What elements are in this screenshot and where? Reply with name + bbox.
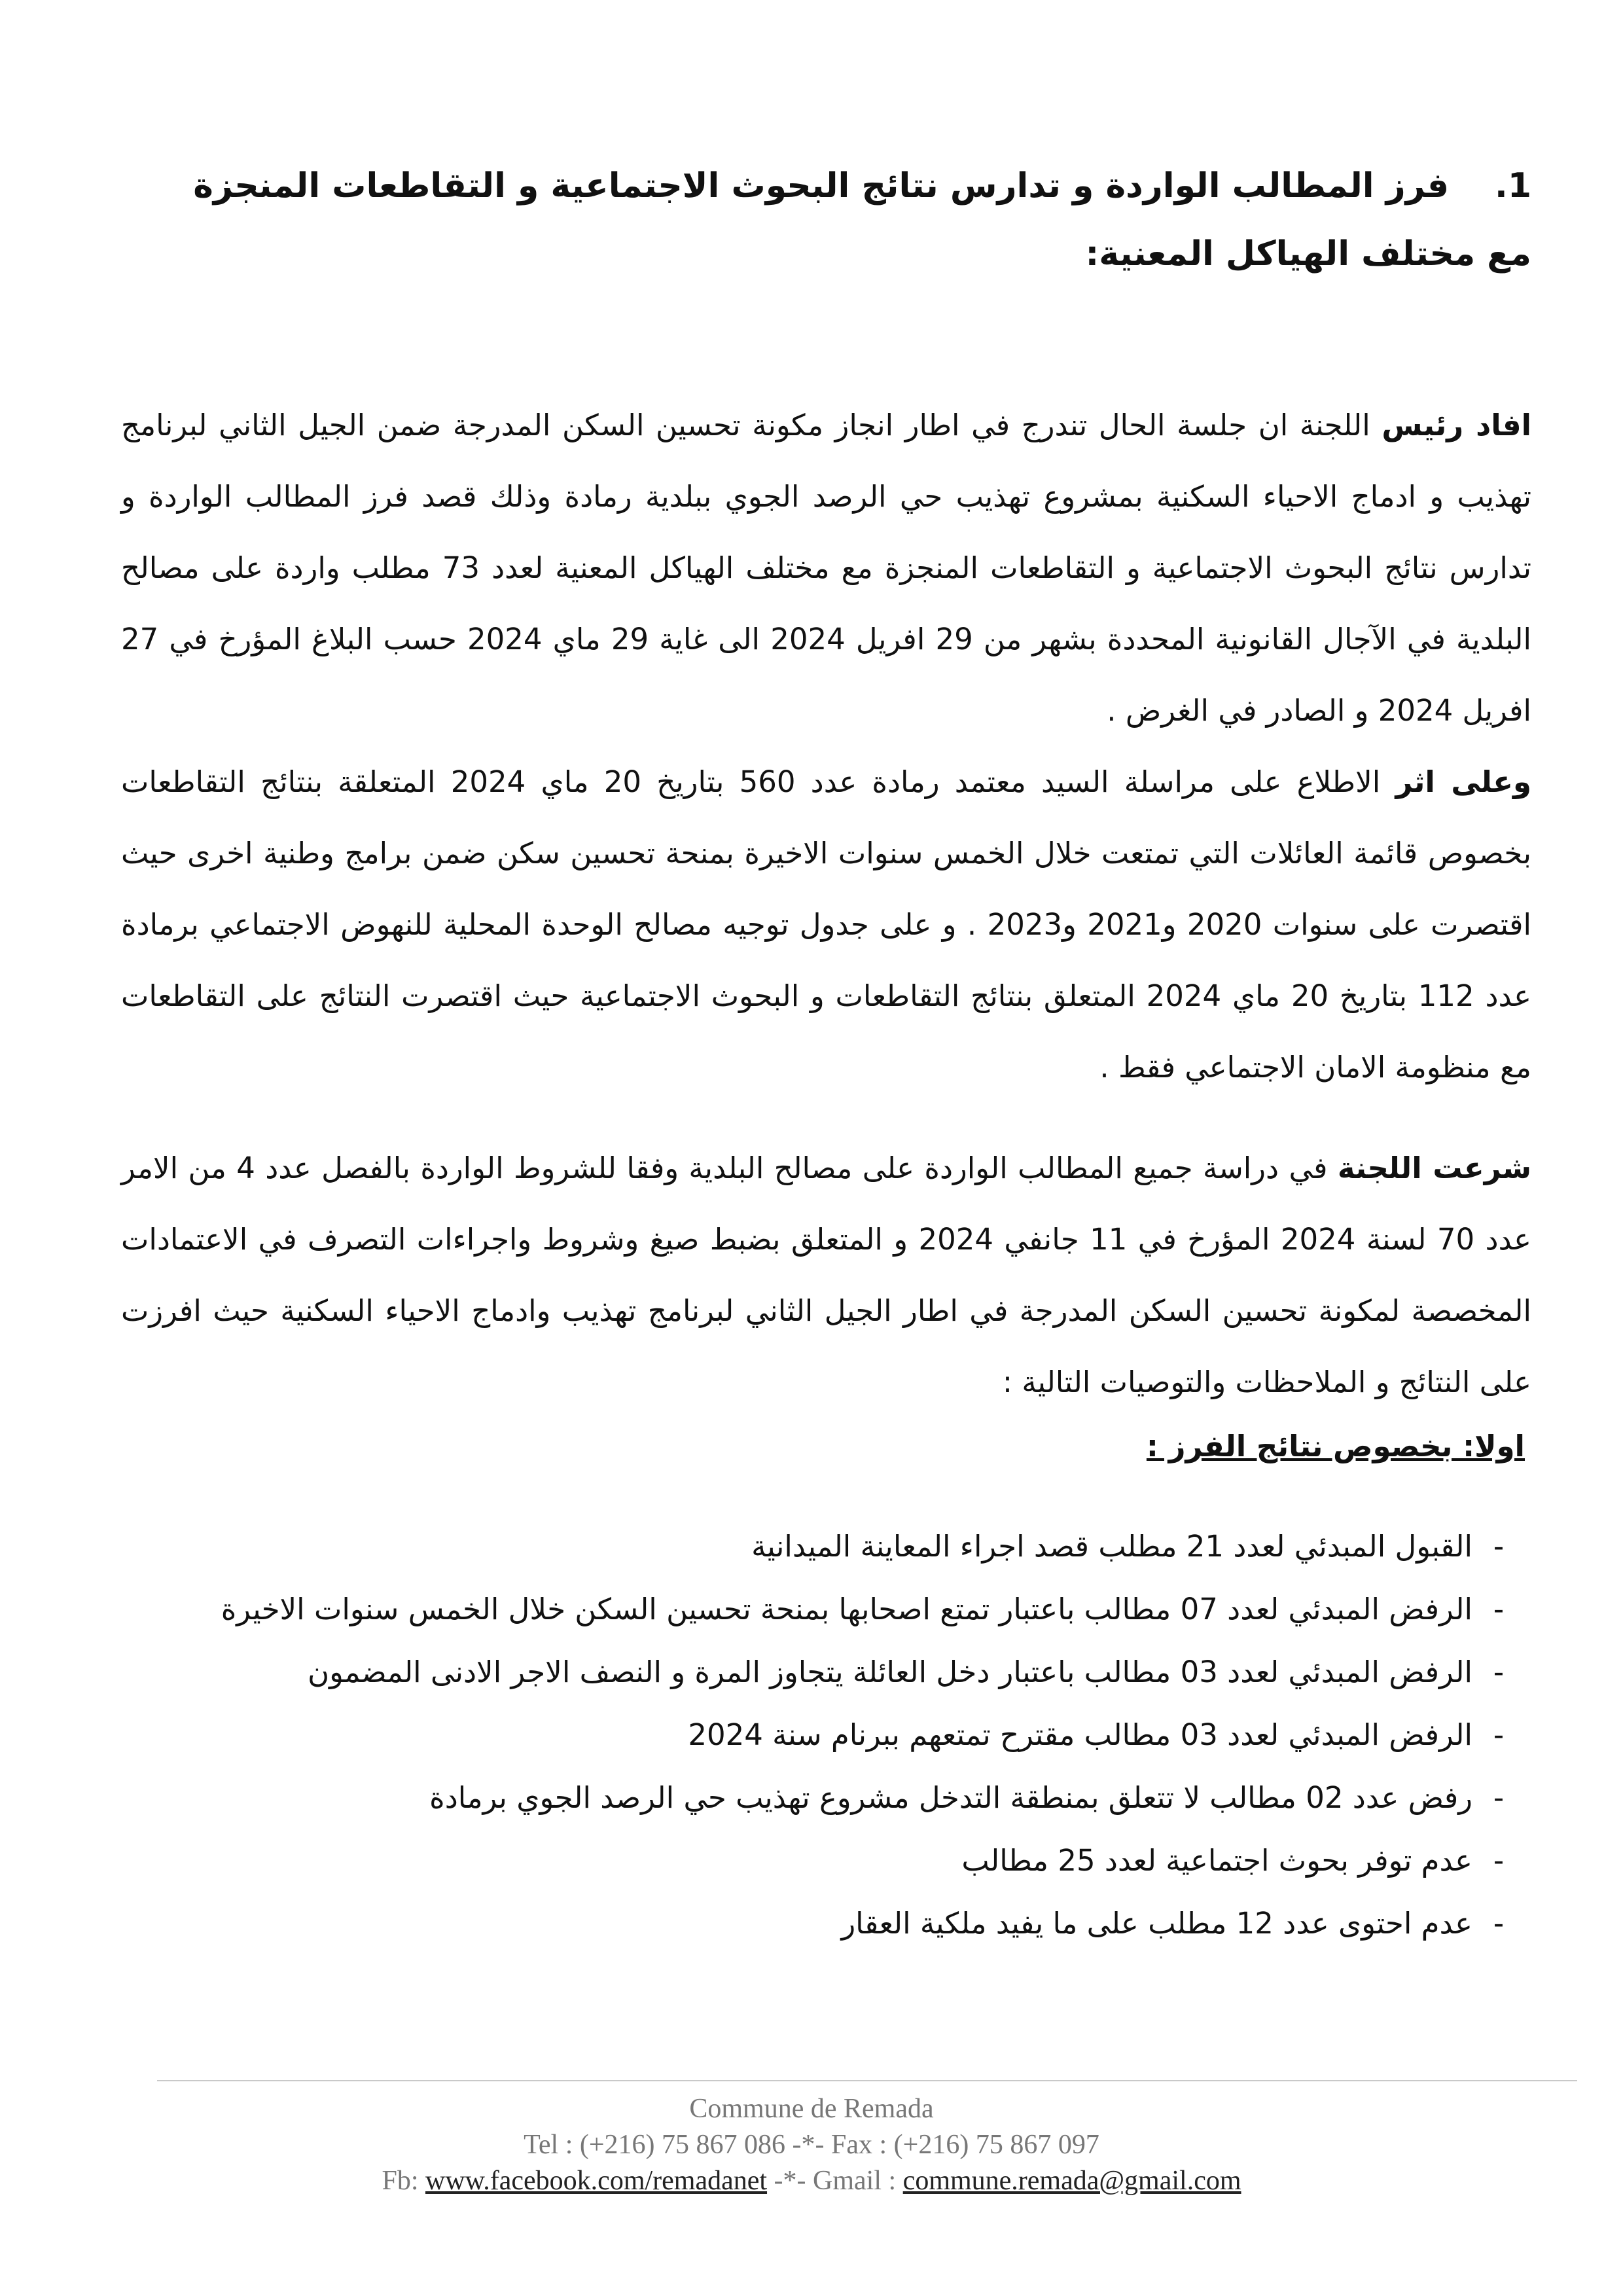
paragraph-committee-review [121,1132,1531,1418]
footer-contacts [0,2163,1623,2198]
heading-text: فرز المطالب الواردة و تدارس نتائج البحوث الاجتماعية و التقاطعات المنجزة مع مختلف الهياكل المعنية: [193,166,1531,274]
list-item-text: الرفض المبدئي لعدد 07 مطالب باعتبار تمتع اصحابها بمنحة تحسين السكن خلال الخمس سنوات الاخيرة [221,1592,1472,1626]
footer-phone-fax: Tel : (+216) 75 867 086 -*- Fax : (+216) 75 867 097 [524,2130,1099,2160]
footer-divider [157,2080,1577,2081]
list-item [98,1641,1525,1704]
list-item-text: رفض عدد 02 مطالب لا تتعلق بمنطقة التدخل مشروع تهذيب حي الرصد الجوي برمادة [429,1780,1472,1815]
list-bullet: - [1493,1906,1505,1941]
list-item-text: عدم توفر بحوث اجتماعية لعدد 25 مطالب [961,1843,1472,1878]
list-bullet: - [1493,1529,1505,1564]
list-bullet: - [1493,1780,1505,1815]
paragraph-lead: وعلى اثر [1395,764,1531,799]
list-item [98,1704,1525,1767]
list-item [98,1767,1525,1829]
list-item [98,1578,1525,1641]
footer-separator: -*- Gmail : [767,2166,903,2196]
results-section-title: اولا: بخصوص نتائج الفرز : [1146,1429,1525,1463]
heading-number: 1. [1495,166,1531,206]
footer-fb-label: Fb: [382,2166,425,2196]
list-item-text: عدم احتوى عدد 12 مطلب على ما يفيد ملكية العقار [841,1906,1472,1941]
list-item-text: الرفض المبدئي لعدد 03 مطالب مقترح تمتعهم ببرنام سنة 2024 [688,1717,1472,1752]
paragraph-lead: شرعت اللجنة [1337,1151,1531,1185]
list-item [98,1892,1525,1955]
list-bullet: - [1493,1592,1505,1626]
list-item [98,1515,1525,1578]
facebook-link[interactable]: www.facebook.com/remadanet [425,2166,768,2196]
list-item-text: القبول المبدئي لعدد 21 مطلب قصد اجراء المعاينة الميدانية [751,1529,1472,1564]
list-item [98,1829,1525,1892]
results-list [98,1515,1525,1955]
email-link[interactable]: commune.remada@gmail.com [902,2166,1241,2196]
paragraph-body: الاطلاع على مراسلة السيد معتمد رمادة عدد 560 بتاريخ 20 ماي 2024 المتعلقة بنتائج التقاطعات بخصوص قائمة العائلات التي تمتعت خلال الخمس سنوات الاخيرة بمنحة تحسين سكن ضمن برامج وطنية اخرى حيث اقتصرت على سنوات 2020 و2021 و2023 . و على جدول توجيه مصالح الوحدة المحلية للنهوض الاجتماعي برمادة عدد 112 بتاريخ 20 ماي 2024 المتعلق بنتائج التقاطعات و البحوث الاجتماعية حيث اقتصرت النتائج على التقاطعات مع منظومة الامان الاجتماعي فقط . [121,764,1531,1085]
paragraph-body: اللجنة ان جلسة الحال تندرج في اطار انجاز مكونة تحسين السكن المدرجة ضمن الجيل الثاني لبرنامج تهذيب و ادماج الاحياء السكنية بمشروع تهذيب حي الرصد الجوي ببلدية رمادة وذلك قصد فرز المطالب الواردة و تدارس نتائج البحوث الاجتماعية و التقاطعات المنجزة مع مختلف الهياكل المعنية لعدد 73 مطلب واردة على مصالح البلدية في الآجال القانونية المحددة بشهر من 29 افريل 2024 الى غاية 29 ماي 2024 حسب البلاغ المؤرخ في 27 افريل 2024 و الصادر في الغرض . [121,408,1531,728]
list-bullet: - [1493,1655,1505,1689]
list-item-text: الرفض المبدئي لعدد 03 مطالب باعتبار دخل العائلة يتجاوز المرة و النصف الاجر الادنى المضمون [308,1655,1472,1689]
paragraph-body: في دراسة جميع المطالب الواردة على مصالح البلدية وفقا للشروط الواردة بالفصل عدد 4 من الامر عدد 70 لسنة 2024 المؤرخ في 11 جانفي 2024 و المتعلق بضبط صيغ وشروط واجراءات التصرف في الاعتمادات المخصصة لمكونة تحسين السكن المدرجة في اطار الجيل الثاني لبرنامج تهذيب وادماج الاحياء السكنية حيث افرزت على النتائج و الملاحظات والتوصيات التالية : [121,1151,1531,1399]
paragraph-meeting-intro [121,389,1531,746]
paragraph-cross-checks [121,746,1531,1103]
footer-commune-name: Commune de Remada [689,2094,934,2124]
paragraph-lead: افاد رئيس [1382,408,1531,442]
section-heading [151,152,1531,288]
list-bullet: - [1493,1717,1505,1752]
list-bullet: - [1493,1843,1505,1878]
